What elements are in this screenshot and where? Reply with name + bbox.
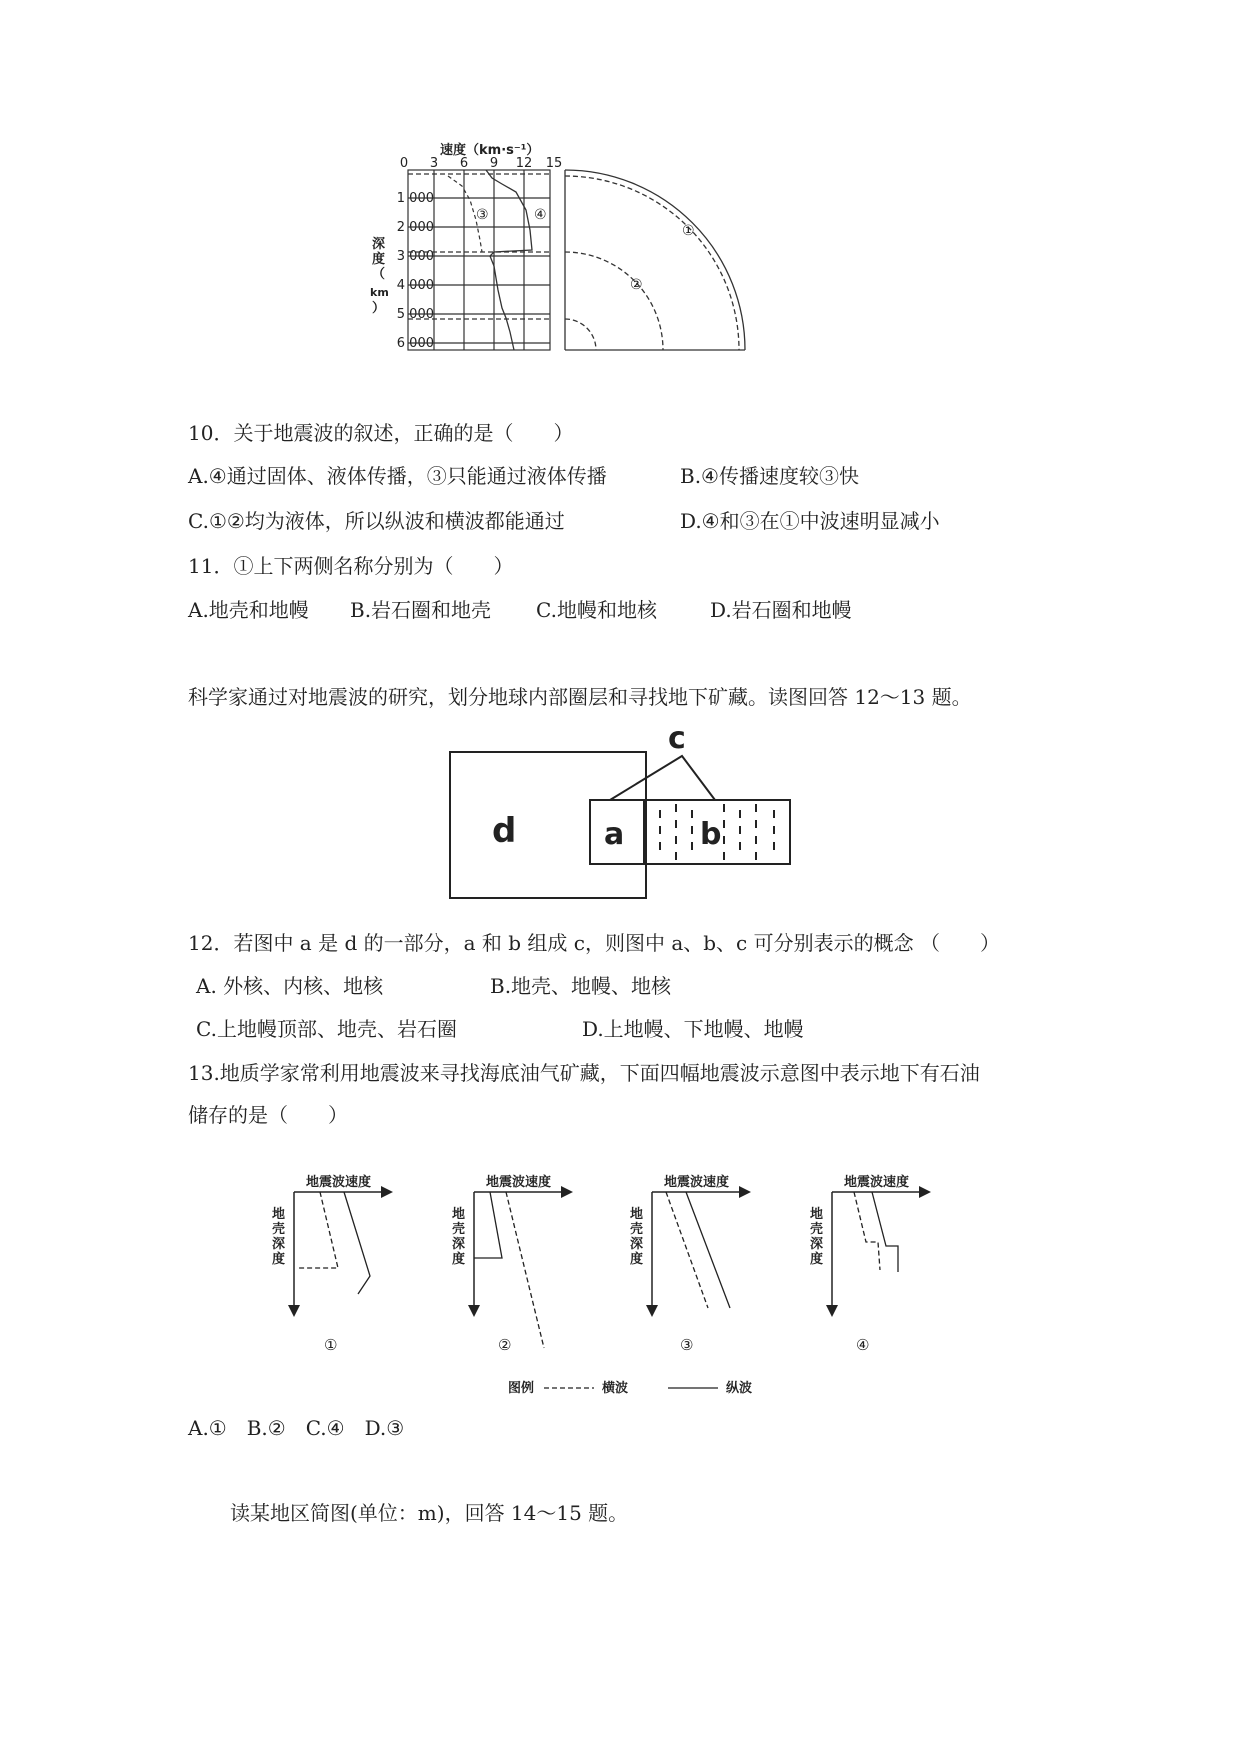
panel-label-3: ③	[680, 1336, 694, 1354]
intro-12-13: 科学家通过对地震波的研究，划分地球内部圈层和寻找地下矿藏。读图回答 12～13 题。	[188, 685, 972, 709]
x-tick-labels	[400, 156, 562, 171]
depth-char: 深	[630, 1237, 644, 1252]
depth-char: 地	[272, 1207, 286, 1222]
y-tick: 2 000	[396, 220, 434, 235]
depth-char: 度	[630, 1252, 644, 1267]
depth-char: 地	[452, 1207, 466, 1222]
y-tick-labels	[397, 191, 434, 351]
panel-4	[810, 1174, 928, 1354]
panel-3	[630, 1174, 748, 1354]
label-c: c	[668, 721, 686, 756]
depth-char: 壳	[630, 1222, 644, 1237]
depth-char: 度	[452, 1252, 466, 1267]
speed-label: 地震波速度	[664, 1175, 730, 1190]
depth-label-char: （	[372, 267, 386, 282]
q10-option-b: B.④传播速度较③快	[680, 464, 859, 488]
depth-char: 壳	[810, 1222, 824, 1237]
earth-quarter-section	[565, 170, 745, 350]
depth-char: 度	[810, 1252, 824, 1267]
q11-option-b: B.岩石圈和地壳	[350, 598, 492, 622]
label-b: b	[700, 817, 722, 852]
y-tick: 3 000	[396, 249, 434, 264]
depth-char: 地	[630, 1207, 644, 1222]
panel-label-4: ④	[856, 1336, 870, 1354]
panel-2	[452, 1174, 570, 1354]
legend	[508, 1380, 752, 1396]
depth-char: 深	[272, 1237, 286, 1252]
depth-label-char: ）	[372, 301, 386, 316]
legend-title: 图例	[508, 1381, 535, 1396]
legend-p-wave: 纵波	[726, 1381, 753, 1396]
panel-label-2: ②	[498, 1336, 512, 1354]
speed-label: 地震波速度	[844, 1175, 910, 1190]
x-tick: 6	[459, 156, 469, 171]
depth-char: 壳	[272, 1222, 286, 1237]
q13-options: A.① B.② C.④ D.③	[188, 1416, 405, 1440]
label-d: d	[492, 811, 517, 851]
label-a: a	[604, 817, 625, 852]
q12-stem: 12．若图中 a 是 d 的一部分，a 和 b 组成 c，则图中 a、b、c 可分别表示的概念 （ ）	[188, 931, 1000, 955]
speed-label: 地震波速度	[486, 1175, 552, 1190]
depth-label-char: km	[370, 286, 389, 299]
depth-char: 壳	[452, 1222, 466, 1237]
y-tick: 1 000	[396, 191, 434, 206]
intro-14-15: 读某地区简图(单位：m)，回答 14～15 题。	[230, 1501, 629, 1525]
x-tick: 0	[399, 156, 409, 171]
q10-option-d: D.④和③在①中波速明显减小	[680, 509, 940, 533]
q10-option-c: C.①②均为液体，所以纵波和横波都能通过	[188, 509, 565, 533]
layer-label-1: ①	[682, 223, 695, 239]
q10-stem: 10．关于地震波的叙述，正确的是（ ）	[188, 421, 574, 445]
x-tick: 3	[429, 156, 439, 171]
curve-label-4: ④	[534, 207, 547, 223]
q12-option-b: B.地壳、地幔、地核	[490, 974, 672, 998]
q11-option-a: A.地壳和地幔	[188, 598, 309, 622]
curve-label-3: ③	[476, 207, 489, 223]
q12-option-c: C.上地幔顶部、地壳、岩石圈	[196, 1017, 457, 1041]
q10-option-a: A.④通过固体、液体传播，③只能通过液体传播	[188, 464, 607, 488]
speed-label: 地震波速度	[306, 1175, 372, 1190]
y-tick: 4 000	[396, 278, 434, 293]
seismic-speed-figure	[370, 140, 850, 400]
q11-option-c: C.地幔和地核	[536, 598, 657, 622]
depth-char: 度	[272, 1252, 286, 1267]
x-tick: 12	[515, 156, 533, 171]
x-tick: 15	[545, 156, 563, 171]
panel-label-1: ①	[324, 1336, 338, 1354]
q13-stem-line1: 13.地质学家常利用地震波来寻找海底油气矿藏，下面四幅地震波示意图中表示地下有石油	[188, 1061, 980, 1085]
q13-stem-line2: 储存的是（ ）	[188, 1103, 348, 1127]
y-tick: 5 000	[396, 307, 434, 322]
panel-1	[272, 1174, 390, 1354]
p-wave-curve	[486, 170, 532, 350]
q12-option-a: A. 外核、内核、地核	[196, 974, 384, 998]
depth-axis-label	[370, 236, 389, 316]
depth-label-char: 深	[372, 237, 386, 252]
legend-s-wave: 横波	[602, 1381, 629, 1396]
q12-option-d: D.上地幔、下地幔、地幔	[582, 1017, 804, 1041]
seismic-panels-figure	[260, 1172, 980, 1402]
depth-char: 地	[810, 1207, 824, 1222]
concept-box-figure	[440, 720, 800, 910]
speed-axis-label: 速度（km·s⁻¹）	[440, 143, 540, 158]
x-tick: 9	[489, 156, 499, 171]
depth-label-char: 度	[372, 252, 386, 267]
layer-label-2: ②	[630, 277, 643, 293]
y-tick: 6 000	[396, 336, 434, 351]
q11-stem: 11．①上下两侧名称分别为（ ）	[188, 554, 514, 578]
q11-option-d: D.岩石圈和地幔	[710, 598, 852, 622]
depth-char: 深	[810, 1237, 824, 1252]
depth-char: 深	[452, 1237, 466, 1252]
